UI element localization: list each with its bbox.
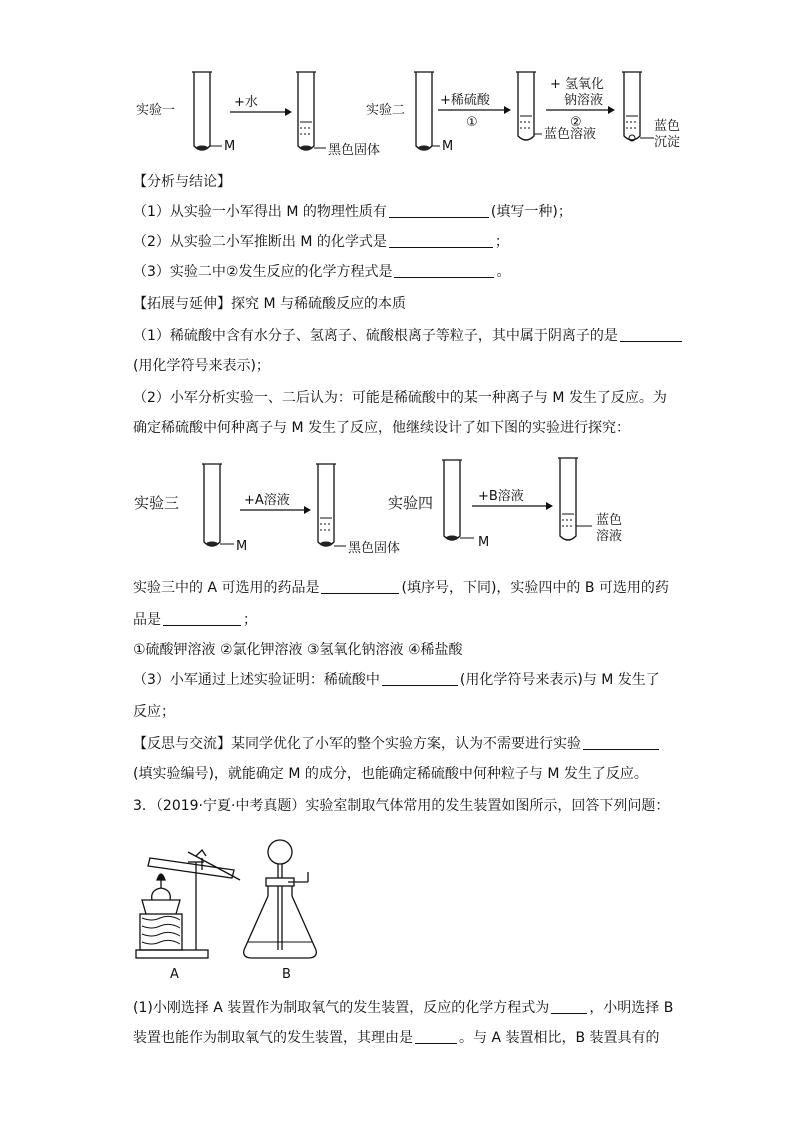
exp1-reagent: +水	[234, 95, 258, 110]
exp1-product: 黑色固体	[328, 143, 381, 158]
p1-text: （1）稀硫酸中含有水分子、氢离子、硫酸根离子等粒子，其中属于阴离子的是	[133, 328, 618, 344]
choice-options: ①硫酸钾溶液 ②氯化钾溶液 ③氢氧化钠溶液 ④稀盐酸	[133, 642, 463, 658]
q3-blank[interactable]	[394, 263, 494, 278]
apparatus-a-heating-setup	[136, 850, 240, 958]
reflection-line1	[133, 734, 661, 754]
exp1-label: 实验一	[136, 103, 176, 118]
analysis-heading: 【分析与结论】	[133, 174, 231, 190]
test-tube-liquid-3	[316, 464, 336, 547]
choice-line2	[133, 610, 257, 630]
exp4-label: 实验四	[388, 494, 434, 512]
extension-p1-line1	[133, 326, 684, 346]
reflection-line2: (填实验编号)，就能确定 M 的成分，也能确定稀硫酸中何种粒子与 M 发生了反应。	[133, 766, 648, 782]
test-tube-empty-2	[414, 72, 434, 151]
test-tube-liquid	[296, 72, 316, 151]
exp3-product: 黑色固体	[348, 541, 401, 556]
conclusion-text: （3）小军通过上述实验证明：稀硫酸中	[133, 672, 380, 688]
analysis-q2	[133, 232, 509, 252]
exp2-step1: ①	[466, 115, 478, 130]
choice-a-text: 实验三中的 A 可选用的药品是	[133, 580, 320, 596]
exp4-result-line1: 蓝色	[596, 513, 623, 528]
test-tube-blue-solution	[516, 72, 536, 140]
exp2-m-label: M	[442, 139, 454, 154]
exp2-step2: ②	[570, 115, 582, 130]
analysis-q3	[133, 262, 510, 282]
q3-text: （3）实验二中②发生反应的化学方程式是	[133, 264, 393, 280]
extension-p2-line1: （2）小军分析实验一、二后认为：可能是稀硫酸中的某一种离子与 M 发生了反应。为	[133, 390, 667, 406]
test-tube-blue-solution-4	[558, 458, 578, 540]
exp2-label: 实验二	[366, 103, 406, 118]
analysis-q1	[133, 202, 572, 222]
exp2-result2-line1: 蓝色	[654, 119, 681, 134]
q3-reason-blank[interactable]	[415, 1029, 457, 1044]
conclusion-note: (用化学符号来表示)与 M 发生了	[459, 672, 660, 688]
question-3-title: 3．（2019·宁夏·中考真题）实验室制取气体常用的发生装置如图所示，回答下列问题：	[133, 798, 670, 814]
conclusion-blank[interactable]	[382, 671, 458, 686]
q3-line2-text: 装置也能作为制取氧气的发生装置，其理由是	[133, 1030, 413, 1046]
q3-line1	[133, 998, 673, 1018]
q1-blank[interactable]	[389, 203, 489, 218]
q1-text: （1）从实验一小军得出 M 的物理性质有	[133, 204, 387, 220]
q3-line1-note: ，小明选择 B	[589, 1000, 674, 1016]
test-tube-empty-3	[202, 464, 222, 547]
apparatus-a-label: A	[170, 967, 179, 982]
conclusion-line1	[133, 670, 660, 690]
q3-line2-note: 。与 A 装置相比，B 装置具有的	[459, 1030, 660, 1046]
exp2-reagent: +稀硫酸	[440, 93, 490, 108]
q3-line2	[133, 1028, 660, 1048]
exp2-reagent2-line2: 钠溶液	[564, 93, 604, 108]
reflection-blank[interactable]	[583, 735, 659, 750]
exp3-label: 实验三	[134, 494, 180, 512]
q1-note: (填写一种)；	[490, 204, 572, 220]
test-tube-empty-4	[442, 460, 462, 541]
experiment-3-4-diagram	[130, 452, 650, 562]
choice-b-text: 品是	[133, 612, 161, 628]
q3-note: 。	[496, 264, 511, 280]
exp3-reagent: +A溶液	[244, 493, 290, 508]
exp4-result-line2: 溶液	[596, 529, 623, 544]
choice-b-note: ；	[243, 612, 257, 628]
exp2-reagent2-line1: + 氢氧化	[550, 77, 605, 92]
conclusion-line2: 反应；	[133, 704, 175, 720]
q3-line1-text: (1)小刚选择 A 装置作为制取氧气的发生装置，反应的化学方程式为	[133, 1000, 550, 1016]
choice-line1	[133, 578, 669, 598]
exp4-reagent: +B溶液	[478, 489, 524, 504]
exp2-result: 蓝色溶液	[544, 127, 597, 142]
extension-p2-line2: 确定稀硫酸中何种离子与 M 发生了反应，他继续设计了如下图的实验进行探究：	[133, 420, 630, 436]
apparatus-b-conical-flask	[244, 840, 317, 958]
exp4-m-label: M	[478, 535, 490, 550]
experiment-1-2-diagram	[130, 64, 690, 159]
test-tube-empty	[192, 72, 212, 151]
choice-a-note: (填序号，下同)，实验四中的 B 可选用的药	[401, 580, 669, 596]
q2-text: （2）从实验二小军推断出 M 的化学式是	[133, 234, 387, 250]
extension-heading: 【拓展与延伸】探究 M 与稀硫酸反应的本质	[133, 296, 406, 312]
choice-b-blank[interactable]	[163, 611, 241, 626]
exp2-result2-line2: 沉淀	[654, 135, 681, 150]
q2-blank[interactable]	[389, 233, 493, 248]
q3-equation-blank[interactable]	[551, 999, 587, 1014]
p1-blank[interactable]	[620, 327, 682, 342]
exp3-m-label: M	[236, 539, 248, 554]
extension-p1-line2: (用化学符号来表示)；	[133, 358, 270, 374]
gas-generation-apparatus	[130, 822, 330, 987]
choice-a-blank[interactable]	[321, 579, 399, 594]
exp1-m-label: M	[224, 139, 236, 154]
reflection-text: 【反思与交流】某同学优化了小军的整个实验方案，认为不需要进行实验	[133, 736, 581, 752]
q2-note: ；	[494, 234, 509, 250]
test-tube-precipitate	[622, 72, 642, 141]
apparatus-b-label: B	[282, 967, 291, 982]
